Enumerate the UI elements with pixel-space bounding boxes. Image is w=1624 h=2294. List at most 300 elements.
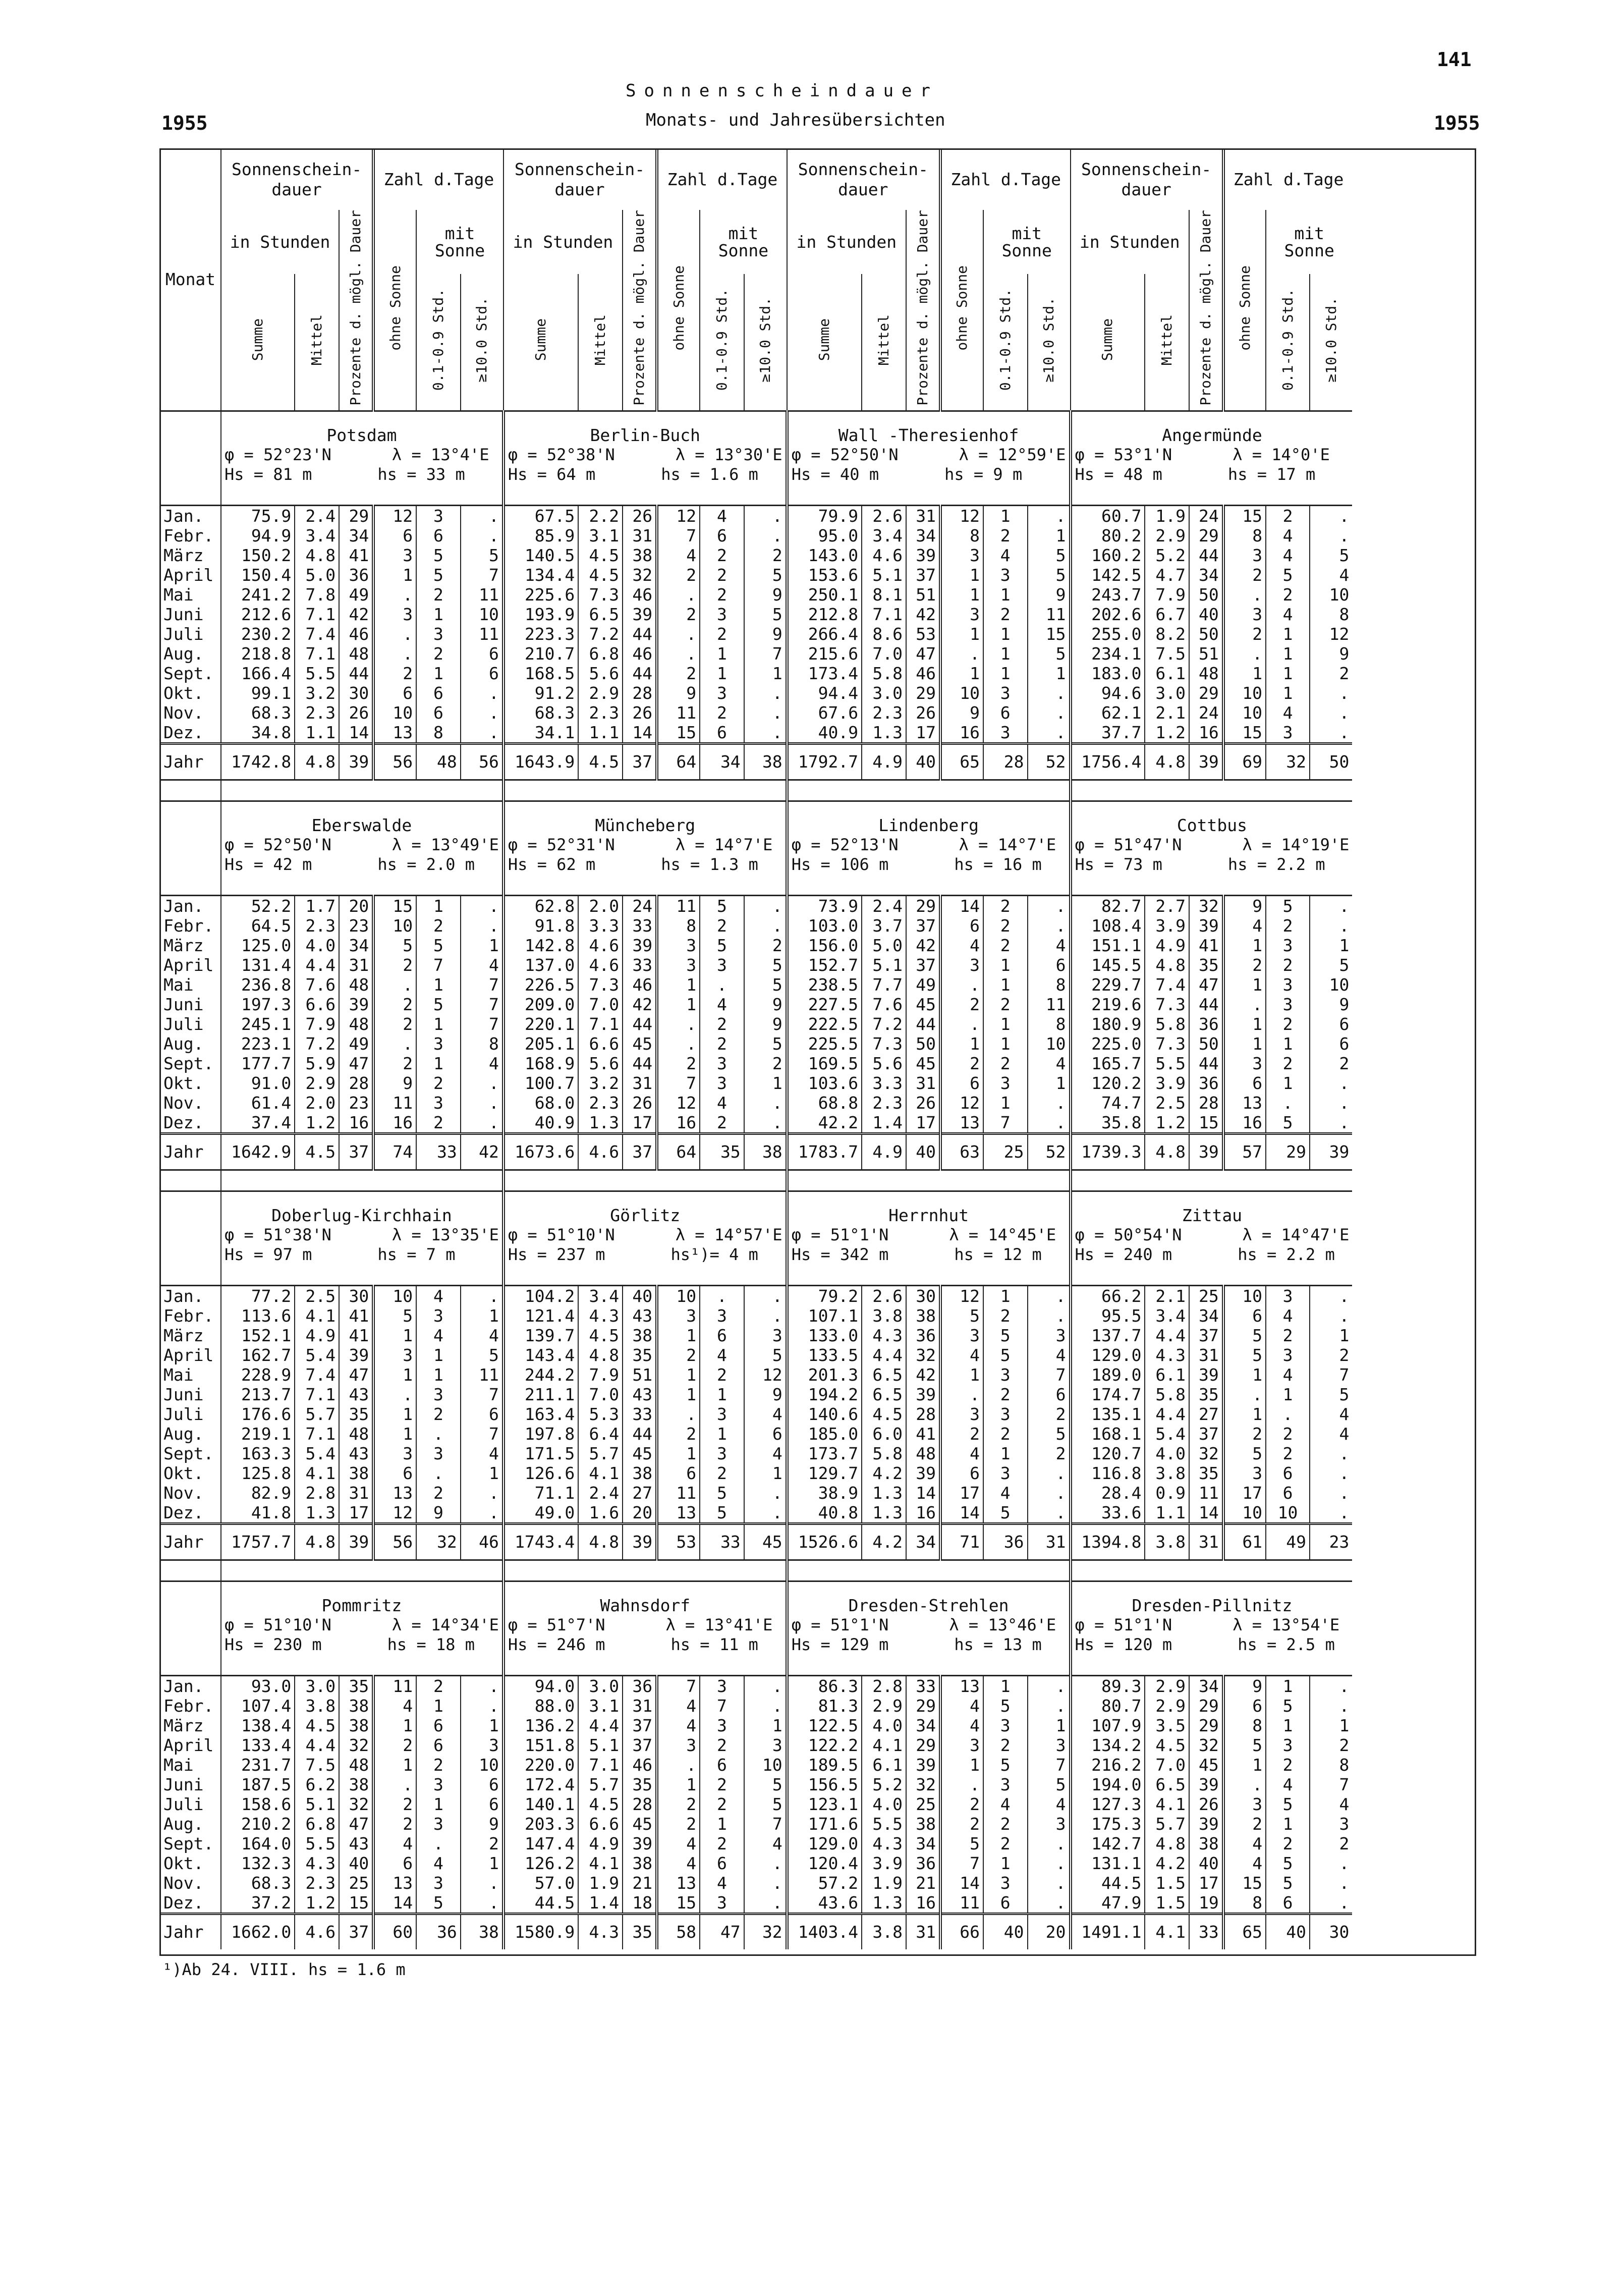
value-cell: 39: [623, 936, 657, 955]
value-cell: 5: [1266, 1853, 1310, 1873]
value-cell: 4.4: [1145, 1404, 1189, 1424]
value-cell: 168.5: [503, 664, 578, 683]
value-cell: 9: [1223, 895, 1266, 916]
value-cell: 1: [1223, 936, 1266, 955]
station-heights: [787, 1635, 1071, 1655]
value-cell: 48: [339, 975, 373, 995]
c01-label: 0.1-0.9 Std.: [429, 289, 446, 391]
value-cell: .: [1028, 1093, 1071, 1113]
value-cell: .: [1223, 1385, 1266, 1404]
value-cell: 38: [339, 1463, 373, 1483]
value-cell: 2: [700, 703, 744, 723]
value-cell: 39: [339, 1345, 373, 1365]
value-cell: .: [657, 1034, 700, 1054]
ohne-sonne-label: ohne Sonne: [1236, 265, 1253, 351]
value-cell: 1: [1266, 1385, 1310, 1404]
value-cell: 1: [373, 1404, 416, 1424]
value-cell: 5.7: [1145, 1814, 1189, 1834]
station-coords: [503, 835, 787, 855]
table-row: [160, 1463, 1352, 1483]
value-cell: 4: [700, 1345, 744, 1365]
value-cell: 7: [461, 1385, 503, 1404]
value-cell: 2: [744, 1054, 787, 1073]
value-cell: 5.0: [862, 936, 906, 955]
value-cell: 10: [373, 1285, 416, 1306]
value-cell: .: [1310, 1873, 1352, 1893]
jahr-value: 40: [906, 1133, 940, 1170]
value-cell: 136.2: [503, 1716, 578, 1735]
jahr-value: 37: [623, 1133, 657, 1170]
value-cell: 7: [700, 1696, 744, 1716]
value-cell: 44: [623, 1424, 657, 1444]
value-cell: 2.3: [862, 1093, 906, 1113]
value-cell: 35.8: [1071, 1113, 1145, 1134]
value-cell: 3: [416, 624, 461, 644]
spacer-row: [160, 1265, 1352, 1286]
value-cell: 13: [657, 1503, 700, 1524]
value-cell: 3: [1266, 1285, 1310, 1306]
value-cell: 2.9: [295, 1073, 339, 1093]
value-cell: 5.6: [862, 1054, 906, 1073]
value-cell: 39: [623, 1834, 657, 1853]
value-cell: 4: [1028, 1794, 1071, 1814]
value-cell: 31: [339, 1483, 373, 1503]
sonnenschein-label: Sonnenschein-: [798, 159, 928, 179]
jahr-value: 37: [339, 1133, 373, 1170]
summe-label: Summe: [532, 318, 549, 361]
empty-cell: [787, 875, 1071, 896]
value-cell: 8: [1223, 1716, 1266, 1735]
value-cell: 5: [1266, 1794, 1310, 1814]
barometer-height: hs = 2.0 m: [377, 854, 475, 874]
value-cell: 2: [657, 1054, 700, 1073]
table-row: [160, 703, 1352, 723]
empty-cell: [221, 1655, 503, 1676]
jahr-label: Jahr: [160, 1914, 221, 1949]
value-cell: 220.1: [503, 1014, 578, 1034]
value-cell: 4: [940, 936, 983, 955]
value-cell: .: [461, 1675, 503, 1696]
station-heights: [503, 855, 787, 875]
value-cell: 7: [461, 1424, 503, 1444]
value-cell: 3: [1266, 936, 1310, 955]
jahr-value: 1756.4: [1071, 743, 1145, 780]
value-cell: 4: [940, 1444, 983, 1463]
value-cell: 18: [623, 1893, 657, 1914]
value-cell: 11: [461, 1365, 503, 1385]
value-cell: 166.4: [221, 664, 295, 683]
value-cell: 2.3: [862, 703, 906, 723]
value-cell: 6: [983, 1893, 1028, 1914]
value-cell: 82.7: [1071, 895, 1145, 916]
empty-cell: [1071, 484, 1353, 506]
value-cell: 123.1: [787, 1794, 862, 1814]
value-cell: 34: [1189, 565, 1223, 585]
value-cell: 19: [1189, 1893, 1223, 1914]
jahr-value: 4.9: [862, 743, 906, 780]
barometer-height: hs = 13 m: [954, 1634, 1042, 1654]
value-cell: 2: [1266, 1755, 1310, 1775]
table-row: [160, 1424, 1352, 1444]
value-cell: 173.4: [787, 664, 862, 683]
value-cell: 7: [461, 565, 503, 585]
value-cell: 5: [744, 565, 787, 585]
value-cell: 1: [983, 1444, 1028, 1463]
value-cell: 29: [906, 1735, 940, 1755]
longitude: λ = 13°46'E: [949, 1615, 1056, 1634]
value-cell: 4.2: [1145, 1853, 1189, 1873]
value-cell: 4: [700, 505, 744, 526]
value-cell: 68.8: [787, 1093, 862, 1113]
empty-cell: [503, 1170, 787, 1191]
value-cell: 50: [1189, 585, 1223, 605]
empty-cell: [160, 1635, 221, 1655]
value-cell: 3: [1028, 1735, 1071, 1755]
jahr-value: 56: [373, 743, 416, 780]
empty-cell: [787, 1655, 1071, 1676]
jahr-value: 3.8: [862, 1914, 906, 1949]
value-cell: 133.5: [787, 1345, 862, 1365]
longitude: λ = 13°49'E: [391, 835, 499, 854]
value-cell: 1: [657, 975, 700, 995]
value-cell: 62.8: [503, 895, 578, 916]
value-cell: 15: [1028, 624, 1071, 644]
value-cell: 6: [461, 664, 503, 683]
value-cell: 45: [623, 1814, 657, 1834]
jahr-value: 50: [1310, 743, 1352, 780]
value-cell: 4: [744, 1444, 787, 1463]
value-cell: 1: [1266, 644, 1310, 664]
value-cell: 1.5: [1145, 1893, 1189, 1914]
jahr-value: 58: [657, 1914, 700, 1949]
value-cell: 7.0: [1145, 1755, 1189, 1775]
month-label: Juli: [163, 624, 204, 644]
value-cell: 49: [339, 1034, 373, 1054]
heights-row: [160, 465, 1352, 484]
value-cell: 2.3: [578, 703, 623, 723]
c01-header: [983, 274, 1028, 411]
jahr-value: 1526.6: [787, 1523, 862, 1560]
value-cell: .: [744, 1093, 787, 1113]
month-label: Febr.: [163, 1696, 214, 1716]
value-cell: 6: [1223, 1073, 1266, 1093]
month-label: Febr.: [163, 1305, 214, 1326]
value-cell: 37: [906, 916, 940, 936]
value-cell: 67.5: [503, 505, 578, 526]
value-cell: 44: [623, 1054, 657, 1073]
value-cell: 3.5: [1145, 1716, 1189, 1735]
table-row: [160, 1503, 1352, 1524]
barometer-height: hs = 33 m: [377, 464, 465, 484]
latitude: φ = 51°1'N: [791, 1225, 889, 1244]
value-cell: .: [1028, 895, 1071, 916]
value-cell: 2: [1223, 565, 1266, 585]
value-cell: 7: [461, 995, 503, 1014]
value-cell: 38: [623, 1326, 657, 1345]
value-cell: 43: [339, 1385, 373, 1404]
value-cell: 133.0: [787, 1326, 862, 1345]
value-cell: 12: [940, 1093, 983, 1113]
station-name: Eberswalde: [221, 801, 503, 835]
value-cell: 213.7: [221, 1385, 295, 1404]
value-cell: 1: [657, 995, 700, 1014]
value-cell: 47.9: [1071, 1893, 1145, 1914]
value-cell: 5: [416, 995, 461, 1014]
value-cell: 37: [623, 1716, 657, 1735]
jahr-value: 39: [1310, 1133, 1352, 1170]
value-cell: 2: [1266, 1014, 1310, 1034]
value-cell: 4.5: [1145, 1735, 1189, 1755]
value-cell: 2: [983, 1054, 1028, 1073]
value-cell: 1.9: [578, 1873, 623, 1893]
sonnenschein-label: Sonnenschein-: [514, 159, 645, 179]
heights-row: [160, 1245, 1352, 1265]
value-cell: 5: [744, 1794, 787, 1814]
value-cell: 3: [416, 1306, 461, 1326]
value-cell: 46: [623, 1755, 657, 1775]
value-cell: 9: [744, 1014, 787, 1034]
value-cell: 7.9: [1145, 585, 1189, 605]
value-cell: 7: [983, 1113, 1028, 1134]
latitude: φ = 52°50'N: [225, 835, 331, 854]
c01-label: 0.1-0.9 Std.: [1279, 289, 1296, 391]
value-cell: 1: [416, 895, 461, 916]
value-cell: 2: [657, 565, 700, 585]
coords-row: [160, 835, 1352, 855]
value-cell: 2: [461, 1834, 503, 1853]
table-row: [160, 1014, 1352, 1034]
empty-cell: [503, 875, 787, 896]
value-cell: 15: [373, 895, 416, 916]
value-cell: 2: [1310, 1054, 1352, 1073]
value-cell: 225.5: [787, 1034, 862, 1054]
value-cell: 121.4: [503, 1306, 578, 1326]
value-cell: 31: [339, 955, 373, 975]
value-cell: 15: [1223, 723, 1266, 744]
value-cell: 4: [1028, 1345, 1071, 1365]
value-cell: 131.4: [221, 955, 295, 975]
station-coords: [787, 445, 1071, 465]
value-cell: 15: [1223, 1873, 1266, 1893]
value-cell: 172.4: [503, 1775, 578, 1794]
value-cell: 5.4: [295, 1444, 339, 1463]
table-row: [160, 1034, 1352, 1054]
value-cell: 5: [983, 1696, 1028, 1716]
value-cell: 91.0: [221, 1073, 295, 1093]
value-cell: 3: [940, 1326, 983, 1345]
value-cell: 31: [1189, 1345, 1223, 1365]
value-cell: 26: [906, 703, 940, 723]
value-cell: 34: [906, 526, 940, 545]
value-cell: 49: [339, 585, 373, 605]
value-cell: 2: [700, 585, 744, 605]
value-cell: .: [1310, 703, 1352, 723]
value-cell: 1: [1028, 664, 1071, 683]
value-cell: 34: [1189, 1675, 1223, 1696]
value-cell: 5: [1266, 565, 1310, 585]
table-row: [160, 1113, 1352, 1134]
jahr-value: 34: [700, 743, 744, 780]
value-cell: 6: [1266, 1893, 1310, 1914]
value-cell: .: [373, 1775, 416, 1794]
value-cell: 3: [657, 936, 700, 955]
value-cell: 13: [940, 1113, 983, 1134]
dauer-label: dauer: [1121, 180, 1171, 199]
value-cell: .: [1310, 1503, 1352, 1524]
value-cell: 8: [1310, 1755, 1352, 1775]
value-cell: 43: [339, 1834, 373, 1853]
value-cell: 39: [339, 995, 373, 1014]
value-cell: 4: [940, 1696, 983, 1716]
value-cell: 2: [1028, 1444, 1071, 1463]
value-cell: 4.8: [1145, 955, 1189, 975]
value-cell: 6.0: [862, 1424, 906, 1444]
ohne-sonne-header: [657, 210, 700, 411]
value-cell: 139.7: [503, 1326, 578, 1345]
value-cell: 31: [906, 1073, 940, 1093]
value-cell: 38: [623, 1853, 657, 1873]
empty-cell: [160, 445, 221, 465]
sonnenschein-header: [1071, 149, 1223, 210]
value-cell: 9: [1310, 995, 1352, 1014]
table-row: [160, 683, 1352, 703]
value-cell: 137.7: [1071, 1326, 1145, 1345]
value-cell: 3.4: [295, 526, 339, 545]
station-coords: [221, 1615, 503, 1635]
value-cell: 225.6: [503, 585, 578, 605]
value-cell: .: [461, 1073, 503, 1093]
value-cell: 4.3: [295, 1853, 339, 1873]
value-cell: 7: [744, 1814, 787, 1834]
value-cell: 68.3: [221, 1873, 295, 1893]
value-cell: 6: [700, 1326, 744, 1345]
value-cell: 4: [1266, 1365, 1310, 1385]
value-cell: 41: [339, 545, 373, 565]
value-cell: 1: [983, 975, 1028, 995]
value-cell: 3: [416, 1385, 461, 1404]
barometer-height: hs¹)= 4 m: [670, 1244, 758, 1264]
value-cell: 4: [1028, 936, 1071, 955]
value-cell: .: [1310, 1113, 1352, 1134]
longitude: λ = 14°47'E: [1242, 1225, 1350, 1244]
jahr-value: 4.6: [578, 1133, 623, 1170]
value-cell: 4: [657, 1834, 700, 1853]
month-label: April: [163, 565, 214, 585]
year-left: 1955: [161, 112, 208, 134]
value-cell: 29: [906, 683, 940, 703]
value-cell: 6.1: [1145, 664, 1189, 683]
jahr-label: Jahr: [160, 743, 221, 780]
value-cell: 60.7: [1071, 505, 1145, 526]
value-cell: 2.3: [295, 703, 339, 723]
value-cell: 2: [744, 936, 787, 955]
value-cell: 10: [1223, 703, 1266, 723]
value-cell: 6: [744, 1424, 787, 1444]
value-cell: 1: [700, 1424, 744, 1444]
value-cell: 6.6: [295, 995, 339, 1014]
month-label: Juni: [163, 1774, 204, 1794]
empty-cell: [503, 1265, 787, 1286]
value-cell: 4: [983, 545, 1028, 565]
jahr-value: 39: [1189, 743, 1223, 780]
value-cell: 244.2: [503, 1365, 578, 1385]
value-cell: 13: [373, 1483, 416, 1503]
latitude: φ = 50°54'N: [1075, 1225, 1182, 1244]
value-cell: 33: [623, 955, 657, 975]
value-cell: 1: [461, 1306, 503, 1326]
value-cell: 3.9: [1145, 916, 1189, 936]
value-cell: 50: [906, 1034, 940, 1054]
station-coords: [1071, 835, 1353, 855]
jahr-value: 39: [623, 1523, 657, 1560]
value-cell: 4.4: [295, 1735, 339, 1755]
value-cell: 2: [1266, 1424, 1310, 1444]
value-cell: 26: [623, 1093, 657, 1113]
value-cell: 5.5: [295, 664, 339, 683]
value-cell: 11: [373, 1093, 416, 1113]
value-cell: 8: [657, 916, 700, 936]
value-cell: 133.4: [221, 1735, 295, 1755]
empty-cell: [1071, 875, 1353, 896]
value-cell: 4: [700, 1093, 744, 1113]
year-right: 1955: [1434, 112, 1480, 134]
sonnenschein-label: Sonnenschein-: [1081, 159, 1212, 179]
value-cell: 3: [700, 683, 744, 703]
value-cell: 32: [339, 1794, 373, 1814]
value-cell: 2: [1310, 1345, 1352, 1365]
station-coords: [1071, 1615, 1353, 1635]
longitude: λ = 13°30'E: [675, 445, 782, 464]
value-cell: .: [461, 703, 503, 723]
value-cell: 1: [983, 1014, 1028, 1034]
value-cell: 5: [940, 1306, 983, 1326]
value-cell: 1: [1223, 1404, 1266, 1424]
c01-label: 0.1-0.9 Std.: [996, 289, 1014, 391]
value-cell: .: [744, 1113, 787, 1134]
jahr-value: 56: [461, 743, 503, 780]
value-cell: .: [1028, 916, 1071, 936]
month-label: Mai: [163, 584, 194, 605]
table-row: [160, 1093, 1352, 1113]
value-cell: 24: [1189, 703, 1223, 723]
value-cell: 4.4: [578, 1716, 623, 1735]
empty-cell: [787, 1265, 1071, 1286]
value-cell: 4: [657, 1696, 700, 1716]
longitude: λ = 14°45'E: [949, 1225, 1056, 1244]
value-cell: 6: [1223, 1306, 1266, 1326]
jahr-row: [160, 1523, 1352, 1560]
value-cell: 5: [744, 975, 787, 995]
value-cell: 2: [1266, 585, 1310, 605]
value-cell: 212.6: [221, 605, 295, 624]
value-cell: 5: [744, 1034, 787, 1054]
value-cell: 2: [700, 916, 744, 936]
value-cell: 38: [339, 1696, 373, 1716]
value-cell: 168.1: [1071, 1424, 1145, 1444]
value-cell: 44: [1189, 1054, 1223, 1073]
table-row: [160, 723, 1352, 744]
value-cell: 29: [906, 895, 940, 916]
station-coords: [503, 1615, 787, 1635]
value-cell: 91.2: [503, 683, 578, 703]
summe-header: [503, 274, 578, 411]
value-cell: 2: [744, 545, 787, 565]
value-cell: 1.3: [862, 1503, 906, 1524]
table-row: [160, 1873, 1352, 1893]
value-cell: 33: [623, 916, 657, 936]
value-cell: .: [416, 1463, 461, 1483]
value-cell: 13: [373, 723, 416, 744]
